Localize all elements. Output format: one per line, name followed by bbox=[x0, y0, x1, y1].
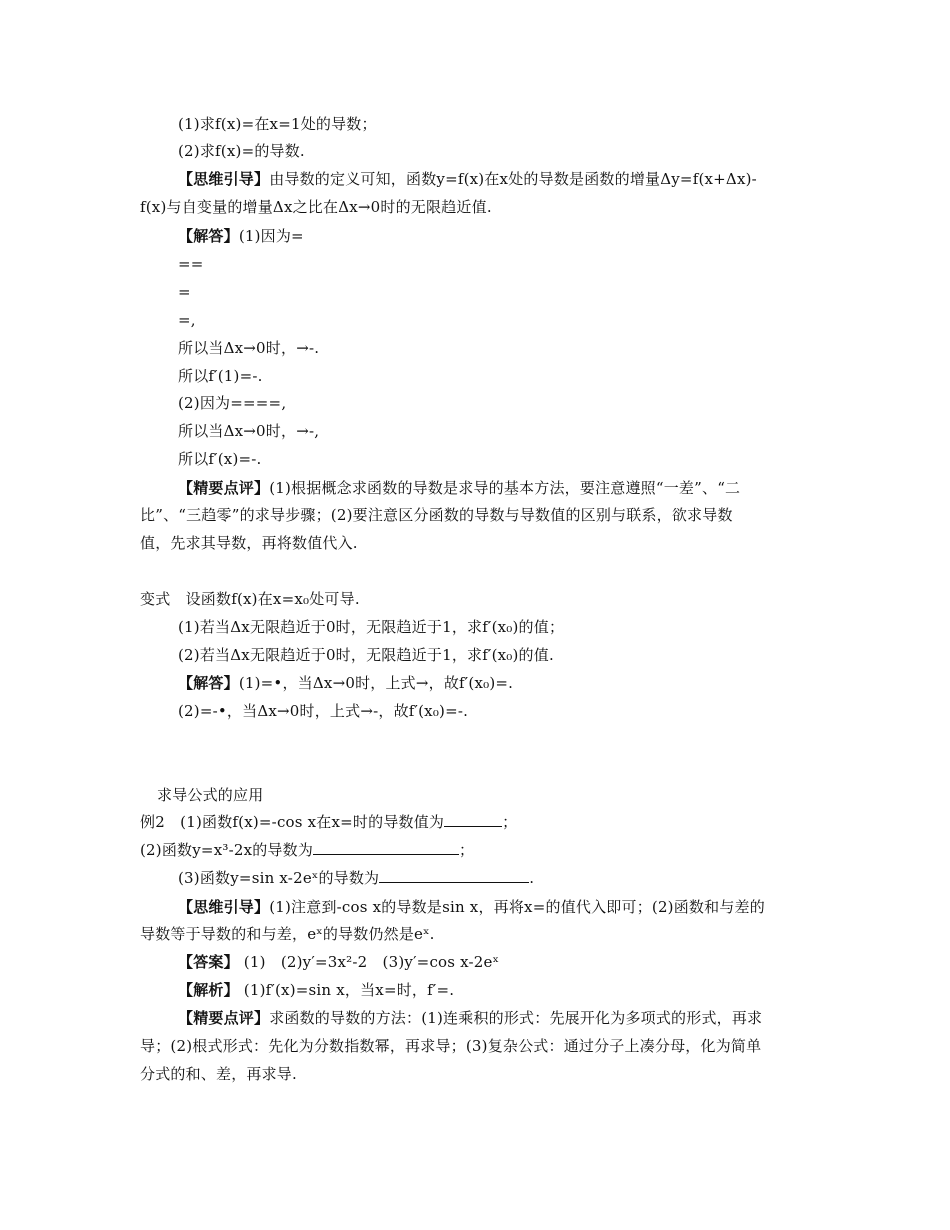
variant-part-2 bbox=[178, 645, 554, 665]
section-label: 【精要点评】 bbox=[178, 1009, 270, 1027]
key-comment bbox=[178, 478, 740, 498]
solution-line bbox=[178, 366, 263, 386]
section-label: 【答案】 bbox=[178, 953, 239, 971]
text: 所以f′(1)=-. bbox=[178, 367, 263, 385]
text: 所以当Δx→0时，→-. bbox=[178, 339, 320, 357]
text: (1)若当Δx无限趋近于0时，无限趋近于1，求f′(x₀)的值； bbox=[178, 618, 565, 636]
answer-blank[interactable] bbox=[379, 868, 529, 883]
text: 所以当Δx→0时，→-, bbox=[178, 422, 320, 440]
text: (2)因为====, bbox=[178, 394, 287, 412]
text: == bbox=[178, 255, 204, 273]
text: (2)函数y=x³-2x的导数为 bbox=[140, 841, 314, 859]
solution-line bbox=[178, 338, 319, 358]
text: 分式的和、差，再求导. bbox=[140, 1065, 297, 1083]
solution-line bbox=[178, 310, 196, 330]
analysis-line bbox=[178, 980, 454, 1000]
text: 所以f′(x)=-. bbox=[178, 450, 262, 468]
text: (3)函数y=sin x-2eˣ的导数为 bbox=[178, 869, 380, 887]
text: (1)f′(x)=sin x，当x=时，f′=. bbox=[243, 981, 455, 999]
text: 导数等于导数的和与差，eˣ的导数仍然是eˣ. bbox=[140, 925, 435, 943]
variant-heading bbox=[140, 589, 360, 609]
text: =, bbox=[178, 311, 196, 329]
text: 值，先求其导数，再将数值代入. bbox=[140, 534, 358, 552]
text: (1)注意到-cos x的导数是sin x，再将x=的值代入即可；(2)函数和与差的 bbox=[269, 898, 765, 916]
solution-line bbox=[178, 449, 262, 469]
example-2-part-1 bbox=[140, 812, 517, 832]
thinking-guide-2-cont bbox=[140, 924, 435, 944]
variant-part-1 bbox=[178, 617, 564, 637]
text: (1)=•，当Δx→0时，上式→，故f′(x₀)=. bbox=[238, 674, 514, 692]
text: 求导公式的应用 bbox=[157, 786, 264, 804]
text: 变式 设函数f(x)在x=x₀处可导. bbox=[140, 590, 360, 608]
solution-heading bbox=[178, 226, 304, 246]
section-label: 【解答】 bbox=[178, 227, 239, 245]
text: . bbox=[529, 869, 535, 887]
solution-line bbox=[178, 421, 319, 441]
text: (1)根据概念求函数的导数是求导的基本方法，要注意遵照“一差”、“二 bbox=[269, 479, 741, 497]
answer-blank[interactable] bbox=[313, 840, 459, 855]
text: (1) (2)y′=3x²-2 (3)y′=cos x-2eˣ bbox=[243, 953, 500, 971]
variant-solution bbox=[178, 673, 513, 693]
key-comment-2 bbox=[178, 1008, 762, 1028]
text: 例2 (1)函数f(x)=-cos x在x=时的导数值为 bbox=[140, 813, 445, 831]
text: (1)求f(x)=在x=1处的导数； bbox=[178, 115, 377, 133]
section-label: 【精要点评】 bbox=[178, 479, 270, 497]
section-label: 【思维引导】 bbox=[178, 170, 270, 188]
variant-solution-2 bbox=[178, 701, 468, 721]
section-label: 【思维引导】 bbox=[178, 898, 270, 916]
answer-blank[interactable] bbox=[444, 812, 502, 827]
section-title bbox=[157, 785, 263, 805]
text: ； bbox=[502, 813, 518, 831]
example-2-part-3 bbox=[178, 868, 534, 888]
section-label: 【解析】 bbox=[178, 981, 239, 999]
key-comment-cont bbox=[140, 505, 733, 525]
thinking-guide-2 bbox=[178, 897, 765, 917]
problem-part-2 bbox=[178, 141, 305, 161]
text: f(x)与自变量的增量Δx之比在Δx→0时的无限趋近值. bbox=[140, 198, 492, 216]
text: (1)因为= bbox=[238, 227, 304, 245]
problem-part-1 bbox=[178, 114, 377, 134]
solution-line bbox=[178, 282, 191, 302]
text: 比”、“三趋零”的求导步骤；(2)要注意区分函数的导数与导数值的区别与联系，欲求导数 bbox=[140, 506, 733, 524]
solution-line bbox=[178, 254, 204, 274]
text: (2)求f(x)=的导数. bbox=[178, 142, 305, 160]
example-2-part-2 bbox=[140, 840, 474, 860]
key-comment-cont bbox=[140, 533, 358, 553]
text: 求函数的导数的方法：(1)连乘积的形式：先展开化为多项式的形式，再求 bbox=[269, 1009, 763, 1027]
text: 导；(2)根式形式：先化为分数指数幂，再求导；(3)复杂公式：通过分子上凑分母，化为简单 bbox=[140, 1037, 762, 1055]
key-comment-2-cont bbox=[140, 1036, 761, 1056]
solution-line bbox=[178, 393, 286, 413]
key-comment-2-cont bbox=[140, 1064, 297, 1084]
text: (2)=-•，当Δx→0时，上式→-，故f′(x₀)=-. bbox=[178, 702, 469, 720]
thinking-guide bbox=[178, 169, 757, 189]
answer-line bbox=[178, 952, 499, 972]
text: (2)若当Δx无限趋近于0时，无限趋近于1，求f′(x₀)的值. bbox=[178, 646, 554, 664]
text: ； bbox=[459, 841, 475, 859]
text: = bbox=[178, 283, 191, 301]
text: 由导数的定义可知，函数y=f(x)在x处的导数是函数的增量Δy=f(x+Δx)- bbox=[269, 170, 757, 188]
thinking-guide-cont bbox=[140, 197, 492, 217]
section-label: 【解答】 bbox=[178, 674, 239, 692]
